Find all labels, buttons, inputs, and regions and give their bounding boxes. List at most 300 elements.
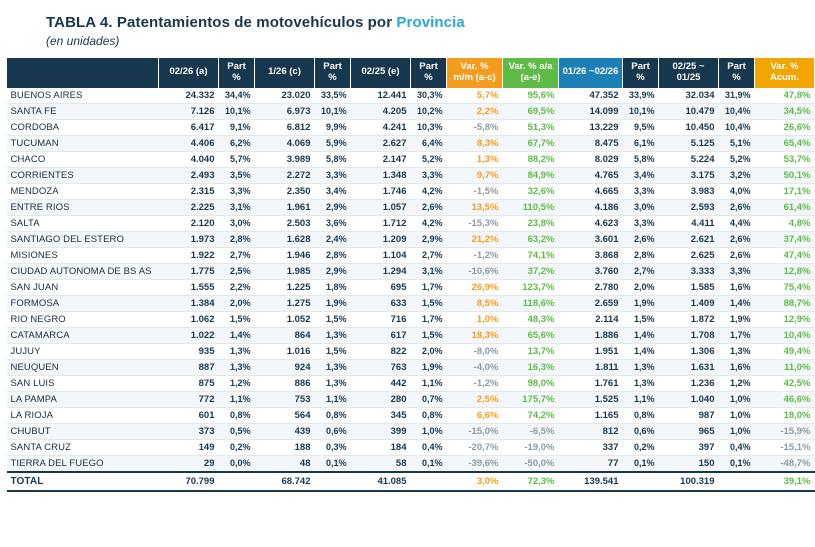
cell-p0226: 1,1%	[219, 391, 255, 407]
cell-p0225: 0,8%	[411, 407, 447, 423]
cell-p0226: 1,3%	[219, 359, 255, 375]
cell-p0126: 1,3%	[315, 327, 351, 343]
cell-p_acum26: 5,8%	[623, 151, 659, 167]
cell-acum26: 1.886	[559, 327, 623, 343]
column-header-var_mm: Var. % m/m (a-c)	[447, 58, 503, 88]
column-header-provincia	[7, 58, 159, 88]
cell-acum26: 8.029	[559, 151, 623, 167]
table-row[interactable]	[7, 135, 815, 151]
cell-provincia: SANTA CRUZ	[7, 439, 159, 455]
cell-v0126c: 48	[255, 455, 315, 472]
cell-acum26: 13.229	[559, 119, 623, 135]
cell-provincia: CORDOBA	[7, 119, 159, 135]
cell-acum25: 3.175	[659, 167, 719, 183]
cell-var_acum: 11,0%	[755, 359, 815, 375]
cell-acum25: 4.411	[659, 215, 719, 231]
cell-v0225e: 280	[351, 391, 411, 407]
cell-var_mm: 1,3%	[447, 151, 503, 167]
cell-provincia: RIO NEGRO	[7, 311, 159, 327]
cell-p0226: 2,5%	[219, 263, 255, 279]
cell-v0126c: 564	[255, 407, 315, 423]
column-header-acum26: 01/26 ~02/26	[559, 58, 623, 88]
table-header	[7, 58, 815, 88]
cell-p0226: 2,8%	[219, 231, 255, 247]
cell-p0226: 0,8%	[219, 407, 255, 423]
cell-acum26: 8.475	[559, 135, 623, 151]
column-header-v0226a: 02/26 (a)	[159, 58, 219, 88]
column-header-p_acum26: Part %	[623, 58, 659, 88]
cell-p_acum25: 1,0%	[719, 407, 755, 423]
cell-p0226: 3,3%	[219, 183, 255, 199]
cell-p0225: 4,2%	[411, 183, 447, 199]
cell-acum25: 987	[659, 407, 719, 423]
total-cell-provincia: TOTAL	[7, 472, 159, 491]
cell-v0126c: 2.350	[255, 183, 315, 199]
patentamientos-table	[6, 58, 815, 492]
cell-var_acum: 12,9%	[755, 311, 815, 327]
cell-var_mm: 8,5%	[447, 295, 503, 311]
cell-var_aa: 118,6%	[503, 295, 559, 311]
cell-v0126c: 3.989	[255, 151, 315, 167]
total-cell-p_acum25	[719, 472, 755, 491]
cell-p_acum25: 1,0%	[719, 391, 755, 407]
cell-p0126: 1,8%	[315, 279, 351, 295]
cell-v0225e: 4.205	[351, 103, 411, 119]
cell-p_acum26: 0,6%	[623, 423, 659, 439]
cell-p0225: 4,2%	[411, 215, 447, 231]
cell-acum25: 150	[659, 455, 719, 472]
cell-acum26: 2.780	[559, 279, 623, 295]
cell-var_mm: -1,5%	[447, 183, 503, 199]
cell-var_acum: 50,1%	[755, 167, 815, 183]
cell-var_aa: 110,5%	[503, 199, 559, 215]
cell-acum25: 5.125	[659, 135, 719, 151]
cell-p0225: 1,0%	[411, 423, 447, 439]
cell-p0225: 10,2%	[411, 103, 447, 119]
cell-p0126: 1,9%	[315, 295, 351, 311]
cell-var_mm: 13,5%	[447, 199, 503, 215]
total-cell-p0226	[219, 472, 255, 491]
cell-var_acum: 61,4%	[755, 199, 815, 215]
cell-var_acum: 47,8%	[755, 88, 815, 104]
table-row[interactable]	[7, 375, 815, 391]
total-cell-p_acum26	[623, 472, 659, 491]
cell-v0225e: 58	[351, 455, 411, 472]
cell-acum25: 10.450	[659, 119, 719, 135]
cell-p0225: 1,1%	[411, 375, 447, 391]
cell-var_aa: 13,7%	[503, 343, 559, 359]
cell-var_acum: 18,0%	[755, 407, 815, 423]
cell-acum26: 2.659	[559, 295, 623, 311]
cell-v0226a: 1.775	[159, 263, 219, 279]
cell-var_mm: 5,7%	[447, 88, 503, 104]
table-row[interactable]	[7, 407, 815, 423]
cell-provincia: CIUDAD AUTONOMA DE BS AS	[7, 263, 159, 279]
cell-p0126: 2,9%	[315, 263, 351, 279]
cell-provincia: CHUBUT	[7, 423, 159, 439]
cell-acum25: 3.333	[659, 263, 719, 279]
cell-p0126: 1,5%	[315, 343, 351, 359]
cell-acum26: 77	[559, 455, 623, 472]
cell-v0225e: 399	[351, 423, 411, 439]
cell-p0226: 9,1%	[219, 119, 255, 135]
cell-acum25: 2.593	[659, 199, 719, 215]
cell-var_aa: -50,0%	[503, 455, 559, 472]
cell-v0226a: 935	[159, 343, 219, 359]
total-cell-acum25: 100.319	[659, 472, 719, 491]
cell-provincia: MISIONES	[7, 247, 159, 263]
cell-v0126c: 1.985	[255, 263, 315, 279]
cell-acum25: 1.585	[659, 279, 719, 295]
cell-acum25: 965	[659, 423, 719, 439]
cell-acum26: 1.761	[559, 375, 623, 391]
cell-p_acum26: 1,4%	[623, 327, 659, 343]
cell-v0126c: 1.016	[255, 343, 315, 359]
column-header-v0126c: 1/26 (c)	[255, 58, 315, 88]
cell-acum26: 1.165	[559, 407, 623, 423]
cell-p0225: 1,5%	[411, 327, 447, 343]
table-row[interactable]	[7, 263, 815, 279]
cell-var_acum: 53,7%	[755, 151, 815, 167]
cell-acum26: 3.868	[559, 247, 623, 263]
table-row[interactable]	[7, 423, 815, 439]
cell-p0126: 5,9%	[315, 135, 351, 151]
cell-acum26: 1.951	[559, 343, 623, 359]
cell-v0226a: 887	[159, 359, 219, 375]
cell-p0225: 30,3%	[411, 88, 447, 104]
cell-var_aa: 69,5%	[503, 103, 559, 119]
cell-acum26: 4.765	[559, 167, 623, 183]
cell-p_acum26: 3,0%	[623, 199, 659, 215]
cell-var_mm: -5,8%	[447, 119, 503, 135]
cell-provincia: TUCUMAN	[7, 135, 159, 151]
cell-v0226a: 2.225	[159, 199, 219, 215]
cell-p0126: 3,3%	[315, 167, 351, 183]
cell-v0225e: 1.294	[351, 263, 411, 279]
cell-v0225e: 617	[351, 327, 411, 343]
cell-p0126: 2,8%	[315, 247, 351, 263]
cell-var_mm: -8,0%	[447, 343, 503, 359]
cell-v0226a: 875	[159, 375, 219, 391]
cell-p_acum26: 0,2%	[623, 439, 659, 455]
cell-p_acum26: 10,1%	[623, 103, 659, 119]
cell-provincia: CATAMARCA	[7, 327, 159, 343]
cell-acum25: 10.479	[659, 103, 719, 119]
table-row[interactable]	[7, 151, 815, 167]
cell-p0225: 2,9%	[411, 231, 447, 247]
cell-var_mm: 2,2%	[447, 103, 503, 119]
cell-var_acum: 46,6%	[755, 391, 815, 407]
cell-v0226a: 1.555	[159, 279, 219, 295]
table-row[interactable]	[7, 167, 815, 183]
cell-var_aa: 175,7%	[503, 391, 559, 407]
cell-var_acum: 47,4%	[755, 247, 815, 263]
cell-acum26: 2.114	[559, 311, 623, 327]
table-row[interactable]	[7, 103, 815, 119]
cell-v0225e: 1.209	[351, 231, 411, 247]
cell-p_acum25: 1,3%	[719, 343, 755, 359]
cell-acum25: 32.034	[659, 88, 719, 104]
cell-p_acum26: 6,1%	[623, 135, 659, 151]
table-row[interactable]	[7, 88, 815, 104]
cell-var_aa: 48,3%	[503, 311, 559, 327]
cell-p_acum25: 10,4%	[719, 119, 755, 135]
table-row[interactable]	[7, 279, 815, 295]
cell-p_acum26: 1,5%	[623, 311, 659, 327]
column-header-var_aa: Var. % a/a (a-e)	[503, 58, 559, 88]
cell-p0225: 5,2%	[411, 151, 447, 167]
cell-p_acum26: 3,3%	[623, 215, 659, 231]
column-header-v0225e: 02/25 (e)	[351, 58, 411, 88]
cell-v0225e: 695	[351, 279, 411, 295]
cell-acum25: 1.236	[659, 375, 719, 391]
table-row[interactable]	[7, 391, 815, 407]
cell-p0126: 1,1%	[315, 391, 351, 407]
cell-acum25: 2.621	[659, 231, 719, 247]
column-header-p_acum25: Part %	[719, 58, 755, 88]
cell-p0225: 0,7%	[411, 391, 447, 407]
cell-var_acum: -48,7%	[755, 455, 815, 472]
cell-v0226a: 7.126	[159, 103, 219, 119]
cell-provincia: TIERRA DEL FUEGO	[7, 455, 159, 472]
cell-p0225: 2,7%	[411, 247, 447, 263]
cell-acum25: 5.224	[659, 151, 719, 167]
cell-var_aa: 65,6%	[503, 327, 559, 343]
cell-p0226: 1,4%	[219, 327, 255, 343]
cell-p0226: 0,2%	[219, 439, 255, 455]
cell-provincia: JUJUY	[7, 343, 159, 359]
cell-acum25: 1.040	[659, 391, 719, 407]
cell-var_aa: 16,3%	[503, 359, 559, 375]
cell-p_acum25: 5,1%	[719, 135, 755, 151]
cell-var_aa: 98,0%	[503, 375, 559, 391]
table-label: TABLA 4.	[46, 14, 113, 31]
cell-p_acum25: 3,2%	[719, 167, 755, 183]
cell-p_acum26: 0,8%	[623, 407, 659, 423]
cell-p0126: 1,5%	[315, 311, 351, 327]
cell-p_acum25: 4,4%	[719, 215, 755, 231]
cell-p0126: 0,6%	[315, 423, 351, 439]
cell-var_mm: 6,6%	[447, 407, 503, 423]
cell-var_aa: 74,2%	[503, 407, 559, 423]
cell-var_mm: 9,7%	[447, 167, 503, 183]
cell-v0225e: 1.712	[351, 215, 411, 231]
cell-p_acum26: 1,4%	[623, 343, 659, 359]
total-cell-v0226a: 70.799	[159, 472, 219, 491]
cell-p_acum25: 1,9%	[719, 311, 755, 327]
cell-p_acum25: 1,2%	[719, 375, 755, 391]
cell-p0226: 0,5%	[219, 423, 255, 439]
cell-p0126: 33,5%	[315, 88, 351, 104]
cell-var_mm: 21,2%	[447, 231, 503, 247]
cell-provincia: BUENOS AIRES	[7, 88, 159, 104]
page-title	[46, 14, 754, 31]
cell-var_aa: -6,5%	[503, 423, 559, 439]
cell-p_acum26: 0,1%	[623, 455, 659, 472]
column-header-var_acum: Var. % Acum.	[755, 58, 815, 88]
total-cell-v0225e: 41.085	[351, 472, 411, 491]
cell-v0226a: 4.406	[159, 135, 219, 151]
cell-var_acum: 34,5%	[755, 103, 815, 119]
cell-v0225e: 2.627	[351, 135, 411, 151]
total-cell-var_aa: 72,3%	[503, 472, 559, 491]
cell-p0226: 1,2%	[219, 375, 255, 391]
cell-v0126c: 1.628	[255, 231, 315, 247]
cell-var_mm: -15,0%	[447, 423, 503, 439]
cell-p_acum26: 2,8%	[623, 247, 659, 263]
cell-v0226a: 2.493	[159, 167, 219, 183]
cell-var_mm: -1,2%	[447, 375, 503, 391]
cell-var_mm: -39,6%	[447, 455, 503, 472]
total-cell-v0126c: 68.742	[255, 472, 315, 491]
cell-var_acum: 37,4%	[755, 231, 815, 247]
cell-var_aa: 84,9%	[503, 167, 559, 183]
cell-v0225e: 12.441	[351, 88, 411, 104]
cell-v0226a: 149	[159, 439, 219, 455]
table-row[interactable]	[7, 247, 815, 263]
cell-var_aa: 37,2%	[503, 263, 559, 279]
table-row[interactable]	[7, 455, 815, 472]
cell-v0126c: 4.069	[255, 135, 315, 151]
cell-provincia: SALTA	[7, 215, 159, 231]
title-main: Patentamientos de motovehículos por	[116, 14, 397, 31]
cell-var_mm: 1,0%	[447, 311, 503, 327]
cell-v0225e: 1.057	[351, 199, 411, 215]
cell-var_acum: 75,4%	[755, 279, 815, 295]
table-row[interactable]	[7, 327, 815, 343]
table-row[interactable]	[7, 199, 815, 215]
cell-p0126: 10,1%	[315, 103, 351, 119]
cell-p_acum26: 2,0%	[623, 279, 659, 295]
cell-v0225e: 184	[351, 439, 411, 455]
cell-provincia: SANTIAGO DEL ESTERO	[7, 231, 159, 247]
cell-acum26: 3.760	[559, 263, 623, 279]
cell-v0226a: 2.120	[159, 215, 219, 231]
cell-v0225e: 4.241	[351, 119, 411, 135]
cell-p0225: 3,3%	[411, 167, 447, 183]
cell-v0226a: 1.973	[159, 231, 219, 247]
table-row[interactable]	[7, 215, 815, 231]
cell-v0226a: 1.022	[159, 327, 219, 343]
cell-p0226: 1,3%	[219, 343, 255, 359]
cell-v0126c: 1.275	[255, 295, 315, 311]
cell-acum26: 812	[559, 423, 623, 439]
cell-p0225: 2,0%	[411, 343, 447, 359]
cell-provincia: CORRIENTES	[7, 167, 159, 183]
cell-p0226: 2,2%	[219, 279, 255, 295]
cell-p_acum25: 1,6%	[719, 279, 755, 295]
cell-p0226: 3,1%	[219, 199, 255, 215]
cell-v0226a: 29	[159, 455, 219, 472]
cell-provincia: ENTRE RIOS	[7, 199, 159, 215]
cell-provincia: LA PAMPA	[7, 391, 159, 407]
cell-p_acum25: 1,0%	[719, 423, 755, 439]
cell-p0225: 0,4%	[411, 439, 447, 455]
column-header-p0225: Part %	[411, 58, 447, 88]
cell-p_acum25: 2,6%	[719, 231, 755, 247]
column-header-p0226: Part %	[219, 58, 255, 88]
cell-v0226a: 1.384	[159, 295, 219, 311]
cell-var_aa: 74,1%	[503, 247, 559, 263]
cell-p_acum25: 31,9%	[719, 88, 755, 104]
cell-v0126c: 886	[255, 375, 315, 391]
cell-acum25: 1.306	[659, 343, 719, 359]
cell-p0225: 1,7%	[411, 311, 447, 327]
cell-acum26: 1.525	[559, 391, 623, 407]
cell-v0225e: 633	[351, 295, 411, 311]
cell-var_acum: 10,4%	[755, 327, 815, 343]
cell-var_acum: 17,1%	[755, 183, 815, 199]
table-row[interactable]	[7, 311, 815, 327]
cell-v0226a: 4.040	[159, 151, 219, 167]
cell-p0226: 10,1%	[219, 103, 255, 119]
total-row	[7, 472, 815, 491]
cell-v0226a: 2.315	[159, 183, 219, 199]
table-row[interactable]	[7, 343, 815, 359]
cell-p_acum26: 2,6%	[623, 231, 659, 247]
cell-p0225: 1,7%	[411, 279, 447, 295]
cell-var_aa: 123,7%	[503, 279, 559, 295]
cell-v0225e: 1.104	[351, 247, 411, 263]
cell-var_acum: 42,5%	[755, 375, 815, 391]
cell-provincia: SANTA FE	[7, 103, 159, 119]
cell-v0226a: 373	[159, 423, 219, 439]
cell-var_aa: -19,0%	[503, 439, 559, 455]
cell-p_acum25: 1,7%	[719, 327, 755, 343]
table-row[interactable]	[7, 119, 815, 135]
cell-var_aa: 51,3%	[503, 119, 559, 135]
cell-var_aa: 63,2%	[503, 231, 559, 247]
cell-p0126: 2,4%	[315, 231, 351, 247]
table-row[interactable]	[7, 439, 815, 455]
cell-v0226a: 6.417	[159, 119, 219, 135]
cell-p0126: 3,4%	[315, 183, 351, 199]
cell-v0225e: 345	[351, 407, 411, 423]
cell-var_aa: 95,6%	[503, 88, 559, 104]
cell-p0126: 5,8%	[315, 151, 351, 167]
total-cell-p0126	[315, 472, 351, 491]
cell-var_mm: 26,9%	[447, 279, 503, 295]
cell-p0226: 3,0%	[219, 215, 255, 231]
table-row[interactable]	[7, 359, 815, 375]
cell-p_acum26: 1,3%	[623, 359, 659, 375]
cell-acum26: 4.623	[559, 215, 623, 231]
cell-p0226: 2,0%	[219, 295, 255, 311]
cell-v0126c: 188	[255, 439, 315, 455]
cell-provincia: FORMOSA	[7, 295, 159, 311]
cell-v0126c: 753	[255, 391, 315, 407]
cell-acum25: 2.625	[659, 247, 719, 263]
table-row[interactable]	[7, 295, 815, 311]
cell-p0225: 1,9%	[411, 359, 447, 375]
cell-var_acum: -15,1%	[755, 439, 815, 455]
cell-p_acum25: 2,6%	[719, 247, 755, 263]
cell-v0226a: 24.332	[159, 88, 219, 104]
cell-v0226a: 601	[159, 407, 219, 423]
total-cell-var_mm: 3,0%	[447, 472, 503, 491]
cell-acum26: 1.811	[559, 359, 623, 375]
cell-var_acum: 49,4%	[755, 343, 815, 359]
cell-v0225e: 822	[351, 343, 411, 359]
cell-var_mm: -20,7%	[447, 439, 503, 455]
table-row[interactable]	[7, 183, 815, 199]
table-row[interactable]	[7, 231, 815, 247]
cell-p0126: 0,8%	[315, 407, 351, 423]
cell-v0225e: 2.147	[351, 151, 411, 167]
cell-var_mm: 2,5%	[447, 391, 503, 407]
cell-v0225e: 1.746	[351, 183, 411, 199]
cell-v0226a: 1.062	[159, 311, 219, 327]
